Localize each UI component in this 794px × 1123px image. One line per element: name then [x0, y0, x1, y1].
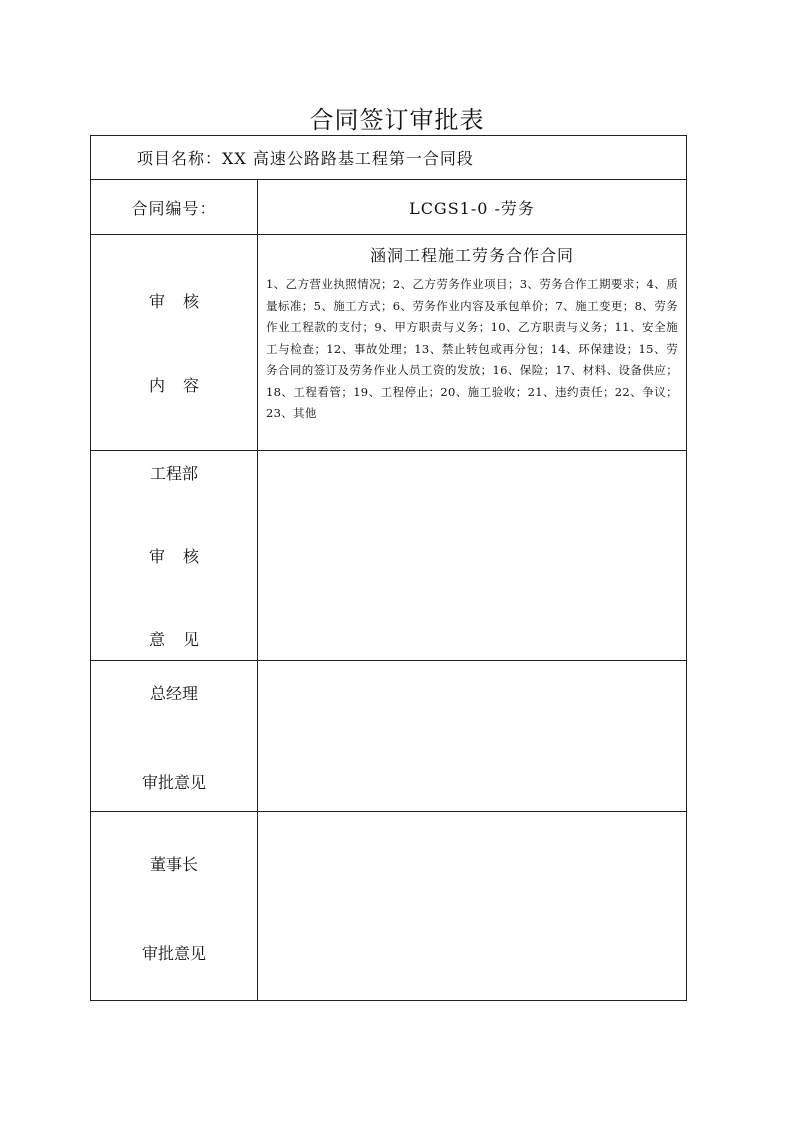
page-title: 合同签订审批表 — [309, 106, 485, 134]
engineering-dept-row — [91, 451, 687, 661]
chairman-label-cell — [91, 812, 258, 1001]
review-content-label-cell — [91, 235, 258, 451]
chairman-approval-label: 审批意见 — [141, 944, 206, 963]
chairman-label: 董事长 — [149, 855, 198, 874]
chairman-row — [91, 812, 687, 1001]
contract-number-value-cell[interactable] — [258, 180, 687, 235]
general-manager-opinion-field[interactable] — [258, 661, 687, 812]
chairman-opinion-field[interactable] — [258, 812, 687, 1001]
contract-number-label-cell — [91, 180, 258, 235]
engineering-dept-label-cell — [91, 451, 258, 661]
general-manager-label-cell — [91, 661, 258, 812]
contract-number-value: LCGS1-0 -劳务 — [409, 198, 535, 218]
general-manager-label: 总经理 — [149, 684, 198, 703]
content-label: 内容 — [148, 376, 217, 395]
engineering-dept-opinion-field[interactable] — [258, 451, 687, 661]
engineering-dept-review-label: 审核 — [148, 547, 217, 566]
review-content-row — [91, 235, 687, 451]
contract-title: 涵洞工程施工劳务合作合同 — [369, 246, 574, 265]
engineering-dept-opinion-label: 意见 — [148, 630, 217, 649]
review-label: 审核 — [148, 292, 217, 311]
contract-number-row — [91, 180, 687, 235]
general-manager-row — [91, 661, 687, 812]
project-name-row — [91, 136, 687, 180]
contract-items-list: 1、乙方营业执照情况；2、乙方劳务作业项目；3、劳务合作工期要求；4、质量标准；5、施工方式；6、劳务作业内容及承包单价；7、施工变更；8、劳务作业工程款的支付；9、甲方职责与义务；10、乙方职责与义务；11、安全施工与检查；12、事故处理；13、禁止转包或再分包；14、环保建设；15、劳务合同的签订及劳务作业人员工资的发放；16、保险；17、材料、设备供应；18、工程看管；19、工程停止；20、施工验收；21、违约责任；22、争议；23、其他 — [266, 277, 678, 420]
project-name-text: 项目名称：XX 高速公路路基工程第一合同段 — [137, 149, 474, 168]
approval-form-table — [90, 135, 687, 1001]
general-manager-approval-label: 审批意见 — [141, 773, 206, 792]
review-content-value-cell — [258, 235, 687, 451]
engineering-dept-label: 工程部 — [149, 464, 198, 483]
project-name-cell — [91, 136, 687, 180]
contract-number-label: 合同编号： — [131, 198, 217, 218]
